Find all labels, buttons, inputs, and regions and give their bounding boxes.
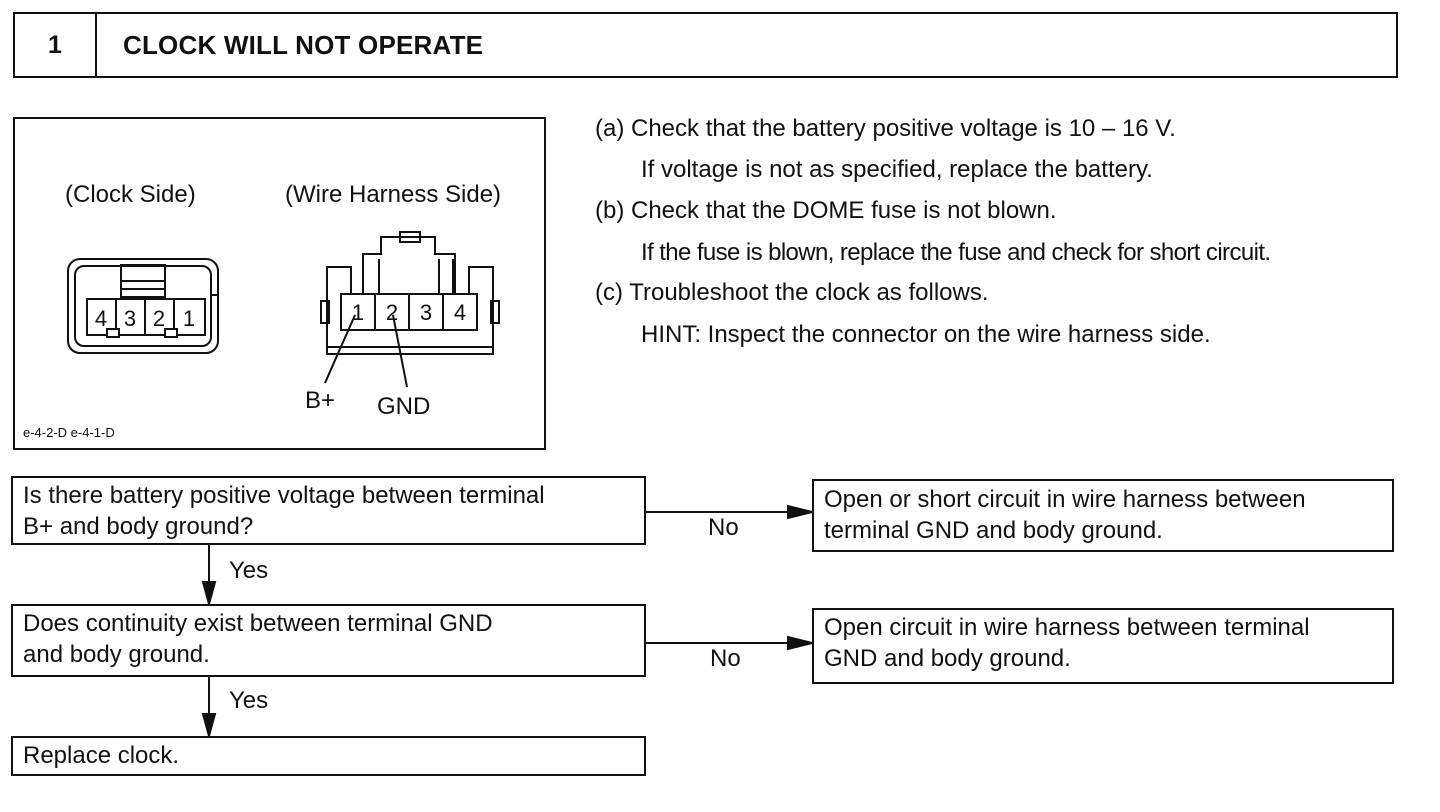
instruction-a: (a) Check that the battery positive voltage is 10 – 16 V. — [595, 115, 1176, 142]
question-box-1 — [11, 476, 646, 545]
section-title: CLOCK WILL NOT OPERATE — [123, 29, 484, 60]
instruction-hint: HINT: Inspect the connector on the wire harness side. — [641, 321, 1211, 348]
harness-terminal-4: 4 — [453, 300, 467, 325]
harness-terminal-2: 2 — [385, 300, 399, 325]
clock-side-label: (Clock Side) — [65, 181, 196, 208]
figure-code: e-4-2-D e-4-1-D — [23, 425, 115, 440]
question-box-2 — [11, 604, 646, 677]
instruction-a-note: If voltage is not as specified, replace the battery. — [641, 156, 1153, 183]
clock-terminal-2: 2 — [152, 306, 166, 331]
instruction-c: (c) Troubleshoot the clock as follows. — [595, 279, 989, 306]
harness-connector — [321, 232, 499, 387]
question-2-line-1: Does continuity exist between terminal GND — [23, 610, 493, 637]
end-box — [11, 736, 646, 776]
gnd-label: GND — [377, 393, 431, 420]
yes-label-1: Yes — [229, 557, 269, 584]
clock-terminal-1: 1 — [182, 306, 196, 331]
bplus-label: B+ — [305, 387, 336, 414]
result-box-1 — [812, 479, 1394, 552]
result-2-line-2: GND and body ground. — [824, 645, 1071, 672]
question-2-line-2: and body ground. — [23, 641, 210, 668]
harness-terminal-1: 1 — [351, 300, 365, 325]
clock-connector — [68, 259, 218, 353]
result-1-line-2: terminal GND and body ground. — [824, 517, 1163, 544]
question-1-line-1: Is there battery positive voltage between terminal — [23, 482, 545, 509]
section-header — [13, 12, 1398, 78]
yes-label-2: Yes — [229, 687, 269, 714]
end-text: Replace clock. — [23, 742, 180, 769]
no-label-1: No — [708, 514, 739, 541]
result-2-line-1: Open circuit in wire harness between terminal — [824, 614, 1310, 641]
instruction-b-note: If the fuse is blown, replace the fuse and check for short circuit. — [641, 239, 1271, 266]
result-1-line-1: Open or short circuit in wire harness between — [824, 486, 1306, 513]
clock-terminal-4: 4 — [94, 306, 108, 331]
harness-terminal-3: 3 — [419, 300, 433, 325]
question-1-line-2: B+ and body ground? — [23, 513, 254, 540]
result-box-2 — [812, 608, 1394, 684]
connector-figure — [13, 117, 546, 450]
section-number: 1 — [15, 14, 97, 76]
harness-side-label: (Wire Harness Side) — [285, 181, 502, 208]
connector-drawing — [15, 119, 548, 452]
instruction-b: (b) Check that the DOME fuse is not blown. — [595, 197, 1057, 224]
no-label-2: No — [710, 645, 741, 672]
clock-terminal-3: 3 — [123, 306, 137, 331]
